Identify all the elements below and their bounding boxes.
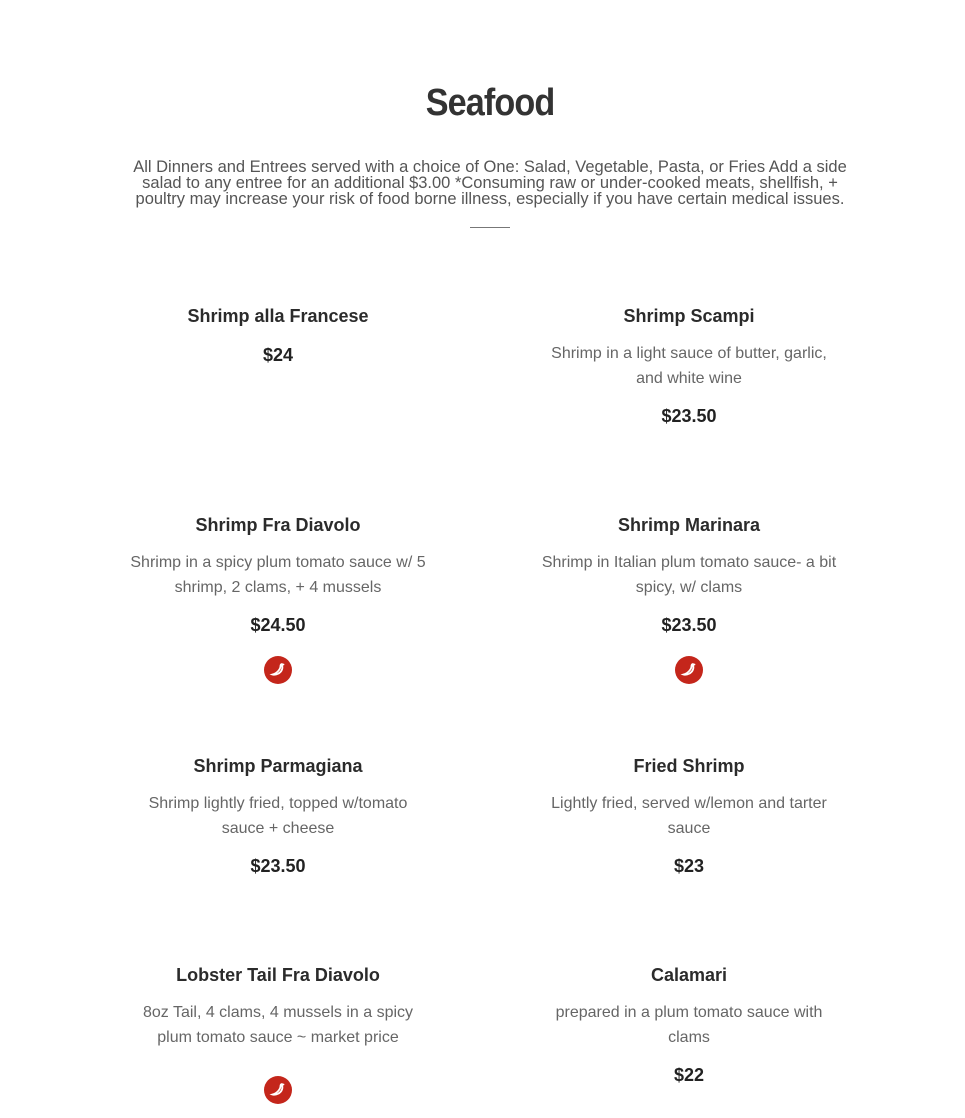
menu-item-calamari — [529, 964, 849, 1086]
menu-item-description: Shrimp in Italian plum tomato sauce- a bit spicy, w/ clams — [541, 554, 837, 596]
menu-item-price: $24.50 — [250, 615, 306, 635]
menu-item-lobster-tail-fra-diavolo — [118, 964, 438, 1104]
menu-item-description: 8oz Tail, 4 clams, 4 mussels in a spicy plum tomato sauce ~ market price — [142, 1004, 414, 1046]
menu-item-description: prepared in a plum tomato sauce with clams — [555, 1004, 823, 1046]
menu-item-description: Lightly fried, served w/lemon and tarter sauce — [551, 795, 827, 837]
menu-item-name: Fried Shrimp — [633, 756, 745, 776]
menu-item-name: Shrimp alla Francese — [187, 306, 369, 326]
menu-item-price: $23.50 — [661, 406, 717, 426]
menu-item-shrimp-marinara — [529, 514, 849, 684]
chili-pepper-icon — [264, 656, 292, 684]
menu-item-description: Shrimp in a spicy plum tomato sauce w/ 5 shrimp, 2 clams, + 4 mussels — [130, 554, 426, 596]
title-divider — [470, 227, 510, 228]
menu-item-description: Shrimp lightly fried, topped w/tomato sauce + cheese — [148, 795, 408, 837]
menu-item-name: Shrimp Parmagiana — [193, 756, 363, 776]
menu-item-name: Shrimp Marinara — [617, 515, 761, 535]
menu-item-price: $23.50 — [661, 615, 717, 635]
chili-pepper-icon — [264, 1076, 292, 1104]
menu-item-price: $22 — [673, 1065, 705, 1085]
menu-item-description: Shrimp in a light sauce of butter, garlic, and white wine — [551, 345, 827, 387]
menu-item-price: $24 — [262, 345, 294, 365]
section-title: Seafood — [425, 82, 555, 124]
menu-item-fried-shrimp — [529, 755, 849, 877]
menu-item-shrimp-alla-francese — [118, 305, 438, 366]
menu-item-shrimp-parmagiana — [118, 755, 438, 877]
menu-item-name: Calamari — [650, 965, 728, 985]
menu-item-shrimp-fra-diavolo — [118, 514, 438, 684]
menu-item-name: Shrimp Scampi — [623, 306, 755, 326]
menu-intro-text: All Dinners and Entrees served with a choice of One: Salad, Vegetable, Pasta, or Fries Add a side salad to any entree for an additional $3.00 *Consuming raw or under-cooked meats, shellfish, + poultry may increase your risk of food borne illness, especially if you have certain medical issues. — [133, 158, 847, 208]
menu-item-name: Lobster Tail Fra Diavolo — [176, 965, 380, 985]
menu-item-name: Shrimp Fra Diavolo — [195, 515, 361, 535]
menu-item-price: $23 — [673, 856, 705, 876]
chili-pepper-icon — [675, 656, 703, 684]
menu-item-price: $23.50 — [250, 856, 306, 876]
menu-item-shrimp-scampi — [529, 305, 849, 427]
